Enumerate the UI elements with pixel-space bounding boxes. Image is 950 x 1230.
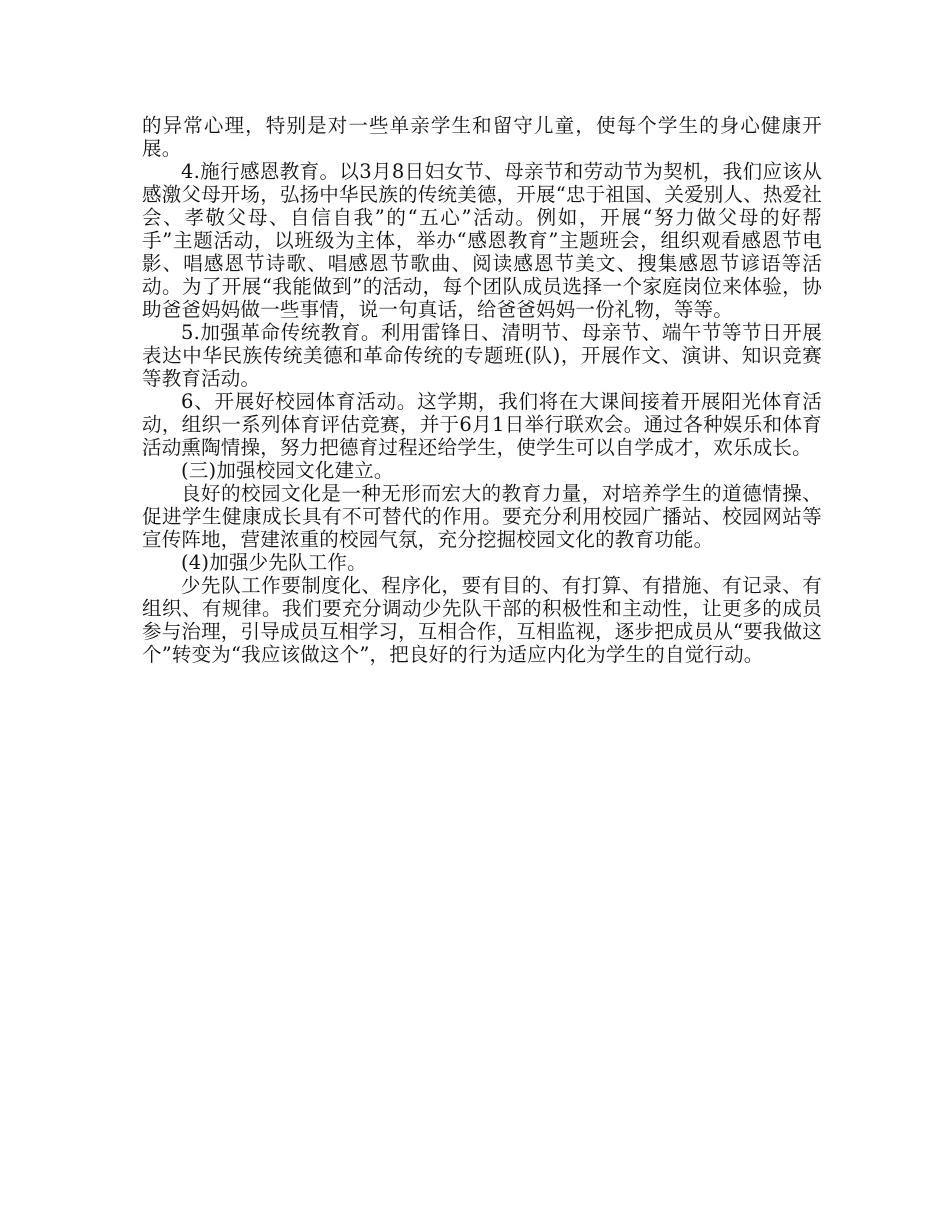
paragraph-campus-culture: 良好的校园文化是一种无形而宏大的教育力量，对培养学生的道德情操、促进学生健康成长具有不可替代的作用。要充分利用校园广播站、校园网站等宣传阵地，营建浓重的校园气氛，充分挖掘校园文化的教育功能。 <box>142 482 822 551</box>
document-body <box>142 114 822 666</box>
paragraph-young-pioneers: 少先队工作要制度化、程序化，要有目的、有打算、有措施、有记录、有组织、有规律。我们要充分调动少先队干部的积极性和主动性，让更多的成员参与治理，引导成员互相学习，互相合作，互相监视，逐步把成员从“要我做这个”转变为“我应该做这个”，把良好的行为适应内化为学生的自觉行动。 <box>142 574 822 666</box>
section-heading-campus-culture: (三)加强校园文化建立。 <box>181 459 394 482</box>
paragraph-continuation: 的异常心理，特别是对一些单亲学生和留守儿童，使每个学生的身心健康开展。 <box>142 114 822 160</box>
paragraph-revolutionary-tradition: 5.加强革命传统教育。利用雷锋日、清明节、母亲节、端午节等节日开展表达中华民族传统美德和革命传统的专题班(队)，开展作文、演讲、知识竞赛等教育活动。 <box>142 321 822 390</box>
paragraph-campus-sports: 6、开展好校园体育活动。这学期，我们将在大课间接着开展阳光体育活动，组织一系列体育评估竞赛，并于6月1日举行联欢会。通过各种娱乐和体育活动熏陶情操，努力把德育过程还给学生，使学生可以自学成才，欢乐成长。 <box>142 390 822 459</box>
paragraph-gratitude-education: 4.施行感恩教育。以3月8日妇女节、母亲节和劳动节为契机，我们应该从感激父母开场，弘扬中华民族的传统美德，开展“忠于祖国、关爱别人、热爱社会、孝敬父母、自信自我”的“五心”活动。例如，开展“努力做父母的好帮手”主题活动，以班级为主体，举办“感恩教育”主题班会，组织观看感恩节电影、唱感恩节诗歌、唱感恩节歌曲、阅读感恩节美文、搜集感恩节谚语等活动。为了开展“我能做到”的活动，每个团队成员选择一个家庭岗位来体验，协助爸爸妈妈做一些事情，说一句真话，给爸爸妈妈一份礼物，等等。 <box>142 160 822 321</box>
section-heading-young-pioneers: (4)加强少先队工作。 <box>181 551 367 574</box>
